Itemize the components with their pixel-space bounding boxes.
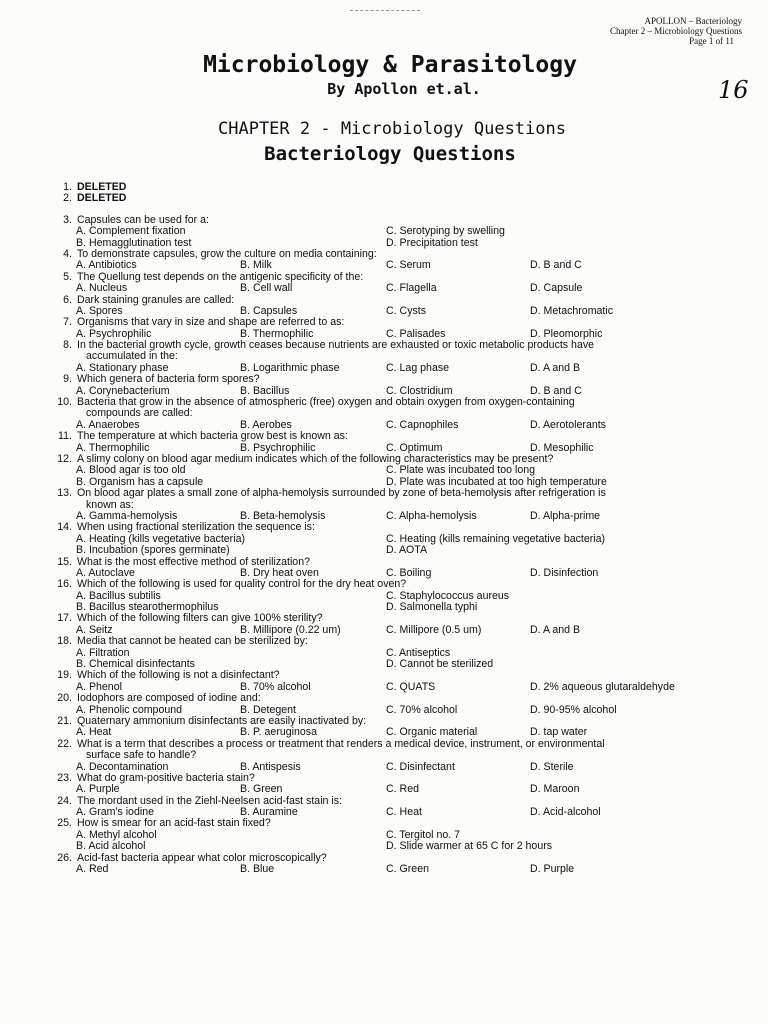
option-d: D. Cannot be sterilized xyxy=(386,658,494,671)
question-line xyxy=(48,522,760,533)
question-text: The temperature at which bacteria grow best is known as: xyxy=(77,430,348,443)
option-d: D. 90-95% alcohol xyxy=(530,703,617,716)
option-b: B. Psychrophilic xyxy=(240,441,316,454)
question-number: 25. xyxy=(57,817,72,830)
question-text: DELETED xyxy=(77,192,127,205)
option-a: A. Gamma-hemolysis xyxy=(76,509,178,522)
question-number: 2. xyxy=(63,192,72,205)
question-number: 5. xyxy=(63,270,72,283)
question-number: 15. xyxy=(57,555,72,568)
option-d: D. A and B xyxy=(530,623,581,636)
option-a: A. Red xyxy=(76,863,109,876)
question-list xyxy=(48,182,760,875)
question-number: 20. xyxy=(57,692,72,705)
question-line xyxy=(48,784,760,795)
question-number: 13. xyxy=(57,487,72,500)
question-line xyxy=(48,374,760,385)
option-d: D. Acid-alcohol xyxy=(530,806,601,819)
option-c: C. Palisades xyxy=(386,327,446,340)
question-number: 8. xyxy=(63,339,72,352)
question-line xyxy=(48,636,760,647)
question-number: 26. xyxy=(57,851,72,864)
question-line xyxy=(48,317,760,328)
header-page-number: Page 1 of 11 xyxy=(689,36,734,46)
question-text: Capsules can be used for a: xyxy=(77,213,209,226)
question-number: 6. xyxy=(63,293,72,306)
section-heading: Bacteriology Questions xyxy=(264,143,516,165)
question-text: Bacteria that grow in the absence of atmospheric (free) oxygen and obtain oxygen from oxygen-containing xyxy=(77,396,575,409)
option-b: B. Bacillus xyxy=(240,384,290,397)
option-a: A. Gram's iodine xyxy=(76,806,154,819)
question-text: Which of the following filters can give 100% sterility? xyxy=(77,612,323,625)
option-c: C. Capnophiles xyxy=(386,418,459,431)
question-text: Organisms that vary in size and shape are referred to as: xyxy=(77,316,345,329)
question-line xyxy=(48,488,760,499)
option-d: D. Disinfection xyxy=(530,566,599,579)
option-c: C. QUATS xyxy=(386,680,436,693)
option-d: D. AOTA xyxy=(386,544,428,557)
option-a: A. Corynebacterium xyxy=(76,384,170,397)
option-a: A. Complement fixation xyxy=(76,225,186,238)
question-text: When using fractional sterilization the sequence is: xyxy=(77,521,315,534)
header-line-1: APOLLON – Bacteriology xyxy=(644,16,742,26)
option-a: A. Antibiotics xyxy=(76,259,137,272)
option-d: D. Slide warmer at 65 C for 2 hours xyxy=(386,840,553,853)
question-number: 14. xyxy=(57,521,72,534)
question-line xyxy=(48,841,760,852)
question-text: DELETED xyxy=(77,181,127,193)
option-d: D. Plate was incubated at too high temperature xyxy=(386,475,607,488)
question-text: What is a term that describes a process or treatment that renders a medical device, instrument, or environmental xyxy=(77,737,605,750)
option-b: B. Chemical disinfectants xyxy=(76,658,195,671)
option-d: D. Alpha-prime xyxy=(530,509,601,522)
option-c: C. Millipore (0.5 um) xyxy=(386,623,482,636)
question-text: To demonstrate capsules, grow the culture on media containing: xyxy=(77,247,377,260)
option-a: A. Bacillus subtilis xyxy=(76,589,161,602)
question-number: 16. xyxy=(57,578,72,591)
option-a: A. Thermophilic xyxy=(76,441,150,454)
option-c: C. Serotyping by swelling xyxy=(386,225,505,238)
question-text: The mordant used in the Ziehl-Neelsen acid-fast stain is: xyxy=(77,794,342,807)
document-byline: By Apollon et.al. xyxy=(327,80,481,98)
question-text-continued: compounds are called: xyxy=(86,407,193,420)
option-c: C. Red xyxy=(386,783,419,796)
option-c: C. Green xyxy=(386,863,429,876)
option-d: D. Mesophilic xyxy=(530,441,594,454)
question-number: 4. xyxy=(63,247,72,260)
option-a: A. Anaerobes xyxy=(76,418,140,431)
option-d: D. Sterile xyxy=(530,760,574,773)
option-a: A. Stationary phase xyxy=(76,361,169,374)
question-number: 21. xyxy=(57,714,72,727)
option-d: D. Aerotolerants xyxy=(530,418,606,431)
question-text: A slimy colony on blood agar medium indicates which of the following characteristics may be present? xyxy=(77,452,554,465)
question-text: Which of the following is used for quality control for the dry heat oven? xyxy=(77,578,407,591)
question-text: The Quellung test depends on the antigenic specificity of the: xyxy=(77,270,364,283)
question-line xyxy=(48,579,760,590)
option-b: B. Green xyxy=(240,783,283,796)
handwritten-mark: 16 xyxy=(718,76,749,104)
option-b: B. Blue xyxy=(240,863,275,876)
option-d: D. B and C xyxy=(530,259,582,272)
question-number: 17. xyxy=(57,612,72,625)
option-b: B. Bacillus stearothermophilus xyxy=(76,601,219,614)
option-c: C. Lag phase xyxy=(386,361,450,374)
option-b: B. Thermophilic xyxy=(240,327,314,340)
question-number: 19. xyxy=(57,669,72,682)
option-d: D. Metachromatic xyxy=(530,304,614,317)
question-number: 22. xyxy=(57,737,72,750)
option-a: A. Purple xyxy=(76,783,120,796)
option-b: B. Organism has a capsule xyxy=(76,475,204,488)
option-b: B. Capsules xyxy=(240,304,298,317)
question-text: What is the most effective method of sterilization? xyxy=(77,555,310,568)
option-d: D. 2% aqueous glutaraldehyde xyxy=(530,680,675,693)
option-d: D. tap water xyxy=(530,726,588,739)
question-number: 10. xyxy=(57,396,72,409)
option-c: C. Heat xyxy=(386,806,422,819)
option-c: C. Disinfectant xyxy=(386,760,455,773)
option-c: C. Heating (kills remaining vegetative bacteria) xyxy=(386,532,606,545)
chapter-heading: CHAPTER 2 - Microbiology Questions xyxy=(218,119,566,139)
question-number: 24. xyxy=(57,794,72,807)
question-text: Dark staining granules are called: xyxy=(77,293,235,306)
option-c: C. Staphylococcus aureus xyxy=(386,589,510,602)
question-text: How is smear for an acid-fast stain fixed? xyxy=(77,817,271,830)
option-a: A. Nucleus xyxy=(76,282,128,295)
scan-artifact xyxy=(350,10,420,14)
option-c: C. Tergitol no. 7 xyxy=(386,828,461,841)
question-number: 23. xyxy=(57,771,72,784)
question-text: Media that cannot be heated can be sterilized by: xyxy=(77,635,308,648)
option-a: A. Spores xyxy=(76,304,123,317)
option-a: A. Phenol xyxy=(76,680,122,693)
option-d: D. Precipitation test xyxy=(386,236,478,249)
option-d: D. Purple xyxy=(530,863,575,876)
option-d: D. Capsule xyxy=(530,282,583,295)
question-text: What do gram-positive bacteria stain? xyxy=(77,771,255,784)
option-c: C. Organic material xyxy=(386,726,478,739)
question-line xyxy=(48,864,760,875)
option-a: A. Psychrophilic xyxy=(76,327,152,340)
option-b: B. Antispesis xyxy=(240,760,301,773)
question-text-continued: accumulated in the: xyxy=(86,350,178,363)
option-a: A. Heat xyxy=(76,726,112,739)
option-d: D. Pleomorphic xyxy=(530,327,603,340)
question-text: On blood agar plates a small zone of alpha-hemolysis surrounded by zone of beta-hemolysis after refrigeration is xyxy=(77,487,606,500)
option-c: C. Plate was incubated too long xyxy=(386,464,535,477)
option-a: A. Filtration xyxy=(76,646,130,659)
option-b: B. Aerobes xyxy=(240,418,292,431)
option-b: B. Millipore (0.22 um) xyxy=(240,623,341,636)
question-line xyxy=(48,283,760,294)
option-c: C. Flagella xyxy=(386,282,437,295)
question-text: In the bacterial growth cycle, growth ceases because nutrients are exhausted or toxic metabolic products have xyxy=(77,339,595,352)
question-text: Which of the following is not a disinfectant? xyxy=(77,669,280,682)
question-line xyxy=(48,693,760,704)
question-number: 11. xyxy=(58,430,72,443)
option-c: C. Clostridium xyxy=(386,384,453,397)
option-c: C. Optimum xyxy=(386,441,443,454)
question-line xyxy=(48,750,760,761)
question-text-continued: surface safe to handle? xyxy=(86,749,197,762)
option-c: C. Serum xyxy=(386,259,431,272)
question-text: Which genera of bacteria form spores? xyxy=(77,373,260,386)
option-b: B. Cell wall xyxy=(240,282,293,295)
option-a: A. Heating (kills vegetative bacteria) xyxy=(76,532,245,545)
option-a: A. Autoclave xyxy=(76,566,135,579)
question-text: Acid-fast bacteria appear what color microscopically? xyxy=(77,851,327,864)
option-b: B. P. aeruginosa xyxy=(240,726,317,739)
question-number: 3. xyxy=(63,213,72,226)
option-d: D. B and C xyxy=(530,384,582,397)
question-text: Iodophors are composed of iodine and: xyxy=(77,692,261,705)
option-d: D. A and B xyxy=(530,361,581,374)
running-header xyxy=(522,16,742,46)
option-a: A. Methyl alcohol xyxy=(76,828,157,841)
document-title: Microbiology & Parasitology xyxy=(203,52,577,78)
option-b: B. Acid alcohol xyxy=(76,840,146,853)
question-number: 9. xyxy=(63,373,72,386)
option-c: C. 70% alcohol xyxy=(386,703,458,716)
option-b: B. Beta-hemolysis xyxy=(240,509,326,522)
option-b: B. Hemagglutination test xyxy=(76,236,192,249)
option-c: C. Alpha-hemolysis xyxy=(386,509,477,522)
question-line xyxy=(48,431,760,442)
question-number: 1. xyxy=(63,181,72,193)
option-d: D. Maroon xyxy=(530,783,580,796)
option-b: B. Incubation (spores germinate) xyxy=(76,544,230,557)
option-b: B. Detegent xyxy=(240,703,296,716)
question-line xyxy=(48,226,760,237)
option-b: B. Dry heat oven xyxy=(240,566,319,579)
option-d: D. Salmonella typhi xyxy=(386,601,478,614)
option-a: A. Decontamination xyxy=(76,760,169,773)
option-a: A. Phenolic compound xyxy=(76,703,183,716)
question-line xyxy=(48,182,760,193)
option-b: B. Logarithmic phase xyxy=(240,361,340,374)
question-number: 18. xyxy=(57,635,72,648)
option-a: A. Seitz xyxy=(76,623,113,636)
question-number: 12. xyxy=(57,452,72,465)
question-line xyxy=(48,193,760,204)
option-c: C. Cysts xyxy=(386,304,427,317)
option-c: C. Boiling xyxy=(386,566,432,579)
question-text: Quaternary ammonium disinfectants are easily inactivated by: xyxy=(77,714,367,727)
header-line-2: Chapter 2 – Microbiology Questions xyxy=(610,26,742,36)
option-a: A. Blood agar is too old xyxy=(76,464,186,477)
option-b: B. 70% alcohol xyxy=(240,680,311,693)
question-text-continued: known as: xyxy=(86,498,134,511)
question-number: 7. xyxy=(63,316,72,329)
option-b: B. Milk xyxy=(240,259,272,272)
option-b: B. Auramine xyxy=(240,806,298,819)
option-c: C. Antiseptics xyxy=(386,646,451,659)
question-line xyxy=(48,545,760,556)
